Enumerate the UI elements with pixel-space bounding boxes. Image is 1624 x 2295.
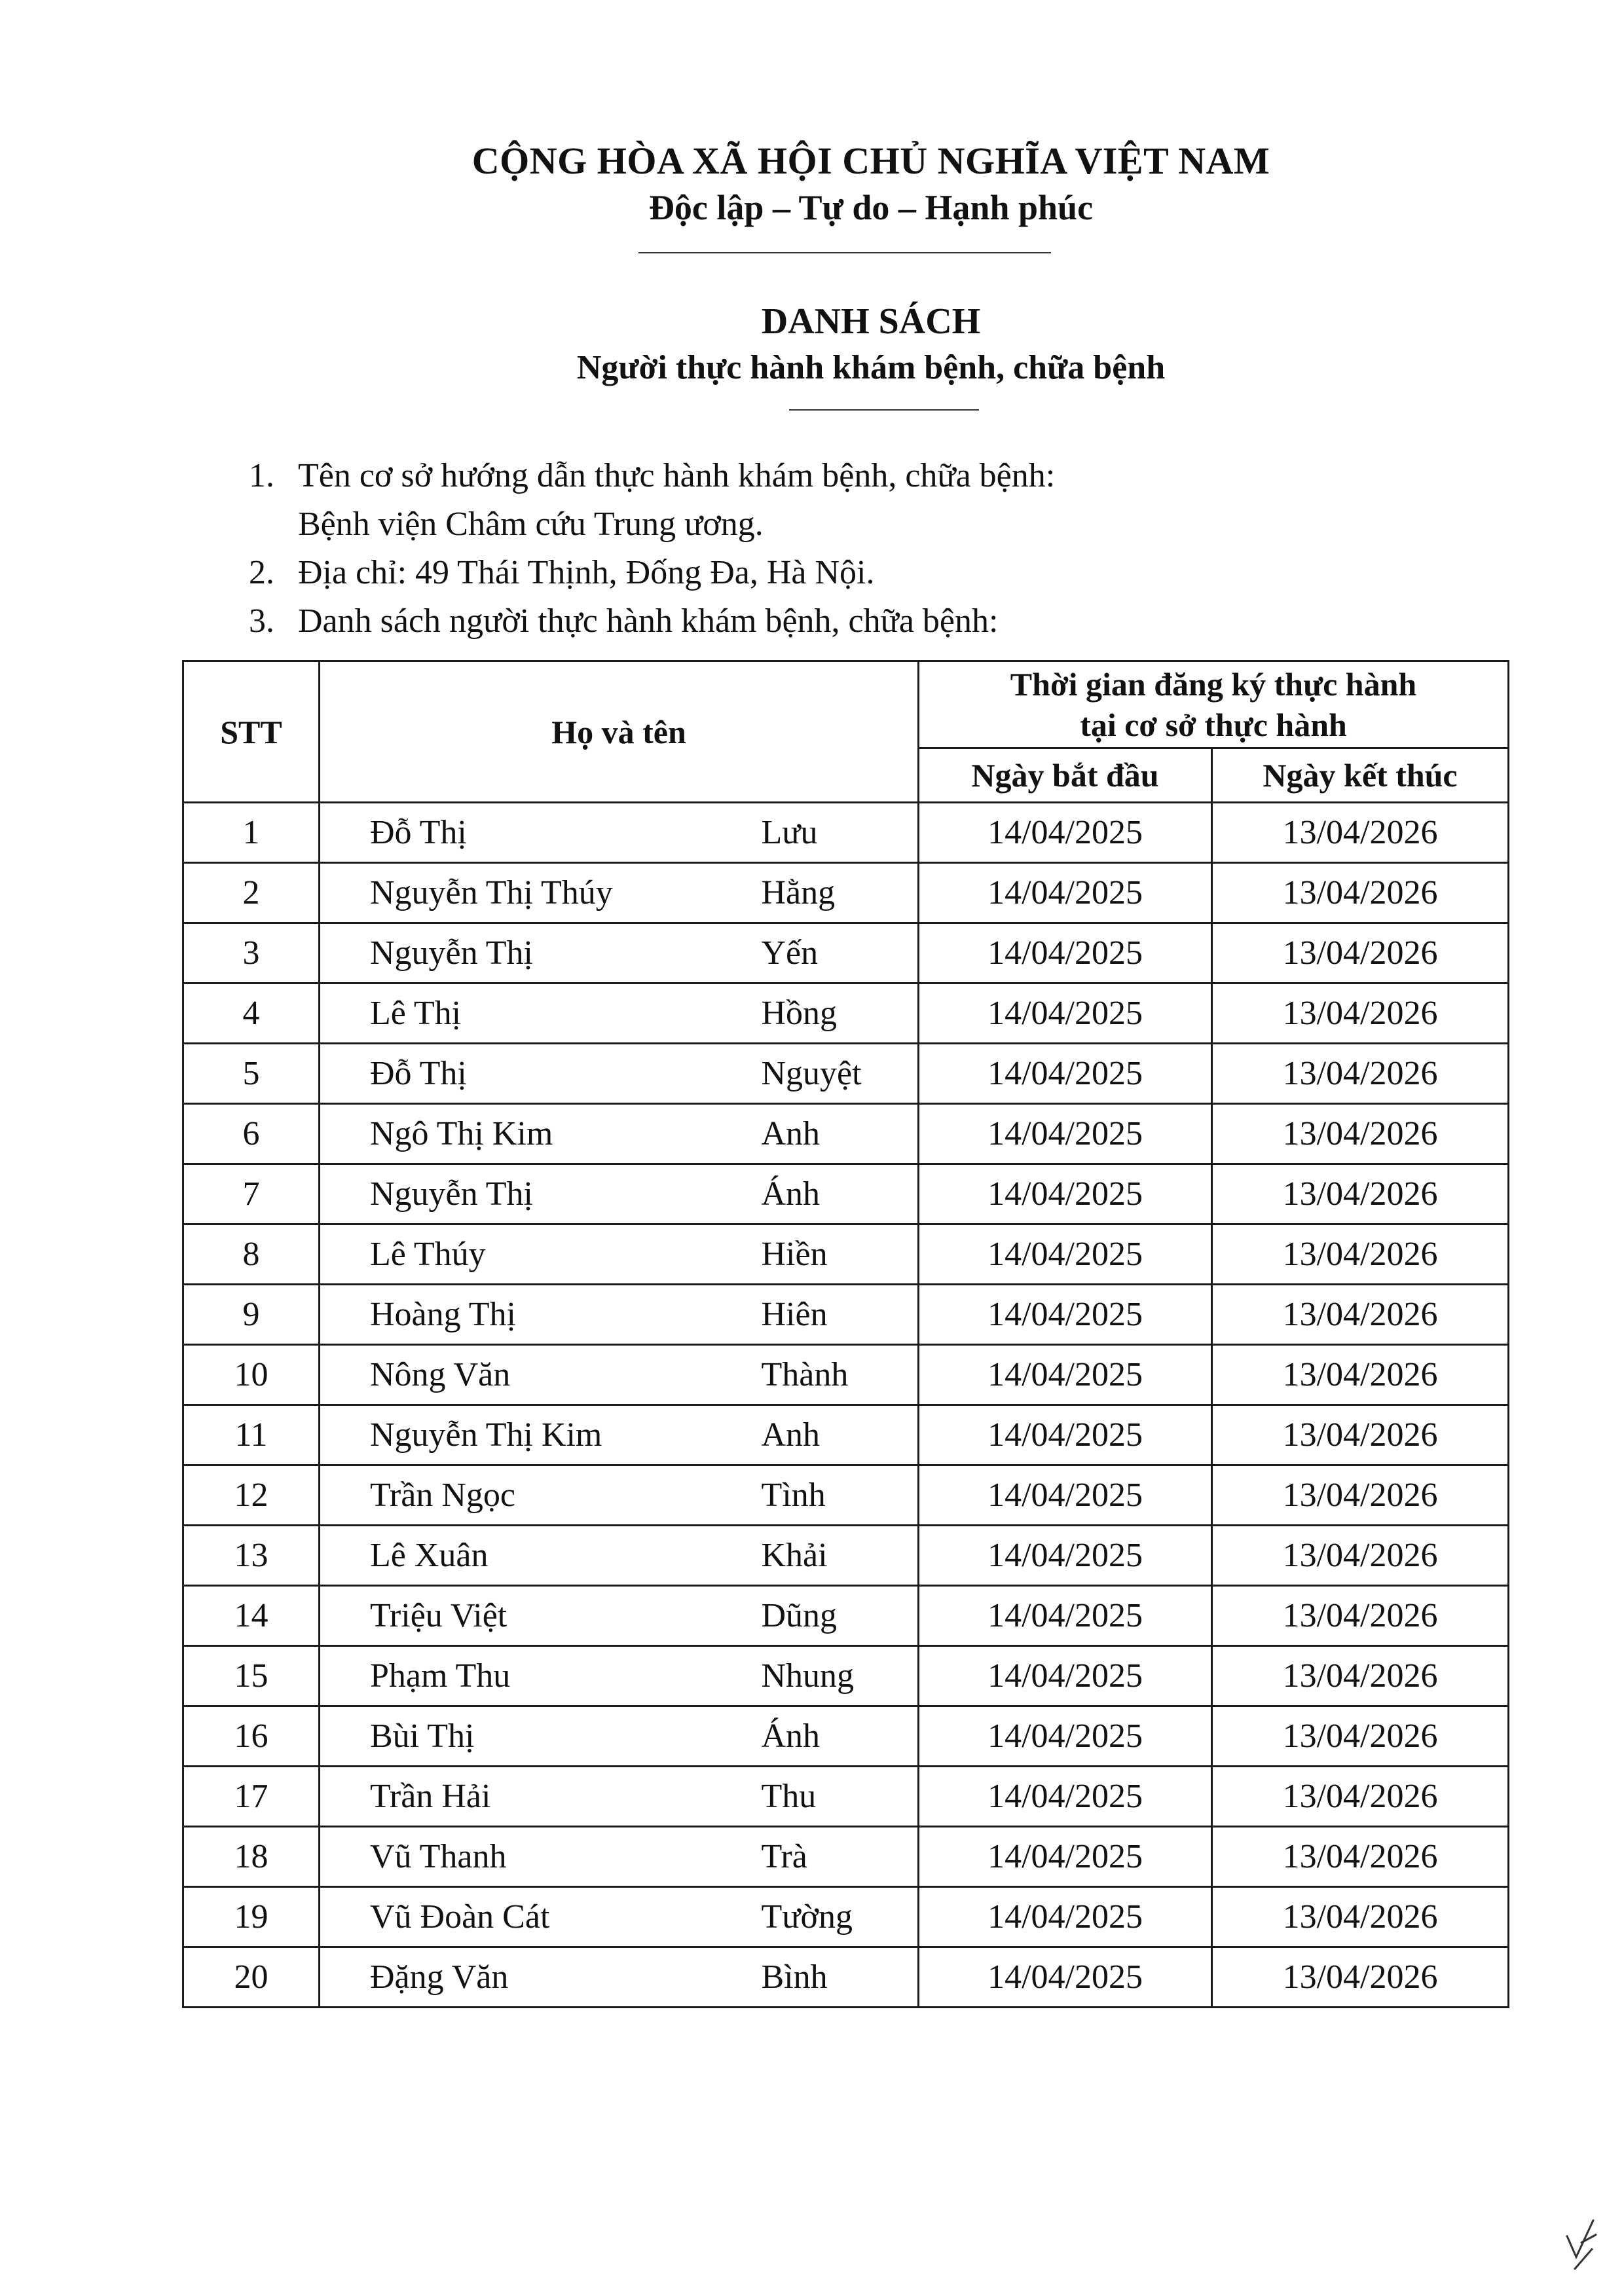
row-stt: 13: [183, 1526, 320, 1586]
row-family-name: Nguyễn Thị Thúy: [320, 863, 755, 923]
header-start-date: Ngày bắt đầu: [919, 748, 1212, 803]
row-end-date: 13/04/2026: [1212, 1646, 1509, 1706]
row-start-date: 14/04/2025: [919, 1706, 1212, 1767]
row-start-date: 14/04/2025: [919, 923, 1212, 983]
facility-name: Bệnh viện Châm cứu Trung ương.: [298, 505, 764, 543]
document-title: DANH SÁCH: [761, 301, 981, 342]
info-number: 2.: [249, 554, 274, 591]
header-registration-line2: tại cơ sở thực hành: [1080, 707, 1347, 743]
row-stt: 18: [183, 1827, 320, 1887]
row-stt: 14: [183, 1586, 320, 1646]
row-family-name: Nông Văn: [320, 1345, 755, 1405]
title-divider: [789, 409, 979, 411]
row-end-date: 13/04/2026: [1212, 863, 1509, 923]
row-given-name: Khải: [755, 1526, 919, 1586]
row-start-date: 14/04/2025: [919, 1345, 1212, 1405]
row-start-date: 14/04/2025: [919, 803, 1212, 863]
row-given-name: Anh: [755, 1405, 919, 1465]
row-end-date: 13/04/2026: [1212, 1767, 1509, 1827]
row-stt: 8: [183, 1224, 320, 1285]
row-family-name: Trần Ngọc: [320, 1465, 755, 1526]
row-given-name: Ánh: [755, 1164, 919, 1224]
row-end-date: 13/04/2026: [1212, 1526, 1509, 1586]
row-stt: 7: [183, 1164, 320, 1224]
row-given-name: Tình: [755, 1465, 919, 1526]
initial-mark-icon: [1562, 2216, 1601, 2272]
row-start-date: 14/04/2025: [919, 1164, 1212, 1224]
row-start-date: 14/04/2025: [919, 1827, 1212, 1887]
info-item-facility: [249, 452, 1493, 549]
table-row: [183, 923, 1509, 983]
info-item-list-label: [249, 597, 1493, 646]
info-item-address: [249, 549, 1493, 597]
row-end-date: 13/04/2026: [1212, 1104, 1509, 1164]
table-row: [183, 1586, 1509, 1646]
row-given-name: Yến: [755, 923, 919, 983]
row-start-date: 14/04/2025: [919, 983, 1212, 1044]
row-start-date: 14/04/2025: [919, 1285, 1212, 1345]
row-start-date: 14/04/2025: [919, 1586, 1212, 1646]
row-start-date: 14/04/2025: [919, 1646, 1212, 1706]
row-family-name: Vũ Thanh: [320, 1827, 755, 1887]
row-stt: 1: [183, 803, 320, 863]
table-row: [183, 1285, 1509, 1345]
table-row: [183, 803, 1509, 863]
row-start-date: 14/04/2025: [919, 1887, 1212, 1947]
row-given-name: Thu: [755, 1767, 919, 1827]
row-start-date: 14/04/2025: [919, 1044, 1212, 1104]
info-number: 1.: [249, 457, 274, 494]
header-divider: [638, 252, 1051, 253]
table-row: [183, 1947, 1509, 2008]
nation-title: CỘNG HÒA XÃ HỘI CHỦ NGHĨA VIỆT NAM: [471, 139, 1270, 182]
row-family-name: Triệu Việt: [320, 1586, 755, 1646]
header-registration-line1: Thời gian đăng ký thực hành: [1010, 666, 1417, 703]
header-stt: STT: [183, 661, 320, 803]
row-stt: 3: [183, 923, 320, 983]
row-stt: 6: [183, 1104, 320, 1164]
row-given-name: Tường: [755, 1887, 919, 1947]
info-number: 3.: [249, 602, 274, 640]
row-given-name: Nguyệt: [755, 1044, 919, 1104]
row-end-date: 13/04/2026: [1212, 1706, 1509, 1767]
row-family-name: Lê Thị: [320, 983, 755, 1044]
row-stt: 4: [183, 983, 320, 1044]
table-row: [183, 1767, 1509, 1827]
row-family-name: Trần Hải: [320, 1767, 755, 1827]
row-family-name: Vũ Đoàn Cát: [320, 1887, 755, 1947]
row-given-name: Bình: [755, 1947, 919, 2008]
facility-label: Tên cơ sở hướng dẫn thực hành khám bệnh, chữa bệnh:: [298, 457, 1056, 494]
row-end-date: 13/04/2026: [1212, 1285, 1509, 1345]
row-family-name: Lê Thúy: [320, 1224, 755, 1285]
motto: Độc lập – Tự do – Hạnh phúc: [648, 188, 1094, 227]
header-registration-time: [919, 661, 1509, 748]
row-given-name: Trà: [755, 1827, 919, 1887]
row-stt: 11: [183, 1405, 320, 1465]
row-given-name: Dũng: [755, 1586, 919, 1646]
row-end-date: 13/04/2026: [1212, 1827, 1509, 1887]
row-end-date: 13/04/2026: [1212, 1044, 1509, 1104]
row-start-date: 14/04/2025: [919, 1767, 1212, 1827]
table-body: [183, 803, 1509, 2008]
row-stt: 12: [183, 1465, 320, 1526]
document-subtitle: Người thực hành khám bệnh, chữa bệnh: [576, 349, 1166, 386]
address-text: Địa chỉ: 49 Thái Thịnh, Đống Đa, Hà Nội.: [298, 554, 875, 591]
row-given-name: Nhung: [755, 1646, 919, 1706]
row-given-name: Ánh: [755, 1706, 919, 1767]
table-row: [183, 863, 1509, 923]
row-family-name: Nguyễn Thị: [320, 1164, 755, 1224]
list-label-text: Danh sách người thực hành khám bệnh, chữa bệnh:: [298, 602, 999, 640]
row-given-name: Lưu: [755, 803, 919, 863]
row-end-date: 13/04/2026: [1212, 1887, 1509, 1947]
table-row: [183, 1224, 1509, 1285]
row-end-date: 13/04/2026: [1212, 1465, 1509, 1526]
row-family-name: Đỗ Thị: [320, 803, 755, 863]
table-row: [183, 1646, 1509, 1706]
table-row: [183, 1044, 1509, 1104]
row-given-name: Hồng: [755, 983, 919, 1044]
row-family-name: Phạm Thu: [320, 1646, 755, 1706]
table-row: [183, 1345, 1509, 1405]
row-family-name: Đặng Văn: [320, 1947, 755, 2008]
row-end-date: 13/04/2026: [1212, 923, 1509, 983]
row-stt: 5: [183, 1044, 320, 1104]
header-end-date: Ngày kết thúc: [1212, 748, 1509, 803]
header-name: Họ và tên: [320, 661, 919, 803]
table-row: [183, 1465, 1509, 1526]
row-start-date: 14/04/2025: [919, 1224, 1212, 1285]
table-row: [183, 1526, 1509, 1586]
row-family-name: Nguyễn Thị: [320, 923, 755, 983]
row-given-name: Hiên: [755, 1285, 919, 1345]
row-stt: 19: [183, 1887, 320, 1947]
row-end-date: 13/04/2026: [1212, 803, 1509, 863]
row-given-name: Thành: [755, 1345, 919, 1405]
table-row: [183, 1405, 1509, 1465]
row-stt: 20: [183, 1947, 320, 2008]
row-end-date: 13/04/2026: [1212, 1224, 1509, 1285]
row-stt: 16: [183, 1706, 320, 1767]
table-row: [183, 1887, 1509, 1947]
row-stt: 9: [183, 1285, 320, 1345]
row-stt: 10: [183, 1345, 320, 1405]
table-row: [183, 1706, 1509, 1767]
row-stt: 15: [183, 1646, 320, 1706]
table-row: [183, 1827, 1509, 1887]
row-end-date: 13/04/2026: [1212, 1164, 1509, 1224]
row-end-date: 13/04/2026: [1212, 983, 1509, 1044]
row-stt: 17: [183, 1767, 320, 1827]
row-given-name: Hằng: [755, 863, 919, 923]
document-header: [0, 138, 1624, 230]
row-family-name: Hoàng Thị: [320, 1285, 755, 1345]
row-end-date: 13/04/2026: [1212, 1947, 1509, 2008]
table-row: [183, 1164, 1509, 1224]
row-family-name: Đỗ Thị: [320, 1044, 755, 1104]
row-given-name: Anh: [755, 1104, 919, 1164]
table-row: [183, 1104, 1509, 1164]
table-row: [183, 983, 1509, 1044]
row-start-date: 14/04/2025: [919, 1947, 1212, 2008]
row-stt: 2: [183, 863, 320, 923]
row-start-date: 14/04/2025: [919, 1104, 1212, 1164]
row-given-name: Hiền: [755, 1224, 919, 1285]
row-start-date: 14/04/2025: [919, 1465, 1212, 1526]
row-family-name: Ngô Thị Kim: [320, 1104, 755, 1164]
row-start-date: 14/04/2025: [919, 1405, 1212, 1465]
row-end-date: 13/04/2026: [1212, 1586, 1509, 1646]
row-end-date: 13/04/2026: [1212, 1405, 1509, 1465]
row-family-name: Bùi Thị: [320, 1706, 755, 1767]
row-start-date: 14/04/2025: [919, 1526, 1212, 1586]
row-start-date: 14/04/2025: [919, 863, 1212, 923]
row-family-name: Lê Xuân: [320, 1526, 755, 1586]
row-family-name: Nguyễn Thị Kim: [320, 1405, 755, 1465]
practitioner-table: [182, 660, 1509, 2008]
title-block: [0, 298, 1624, 391]
info-list: [249, 452, 1493, 646]
row-end-date: 13/04/2026: [1212, 1345, 1509, 1405]
